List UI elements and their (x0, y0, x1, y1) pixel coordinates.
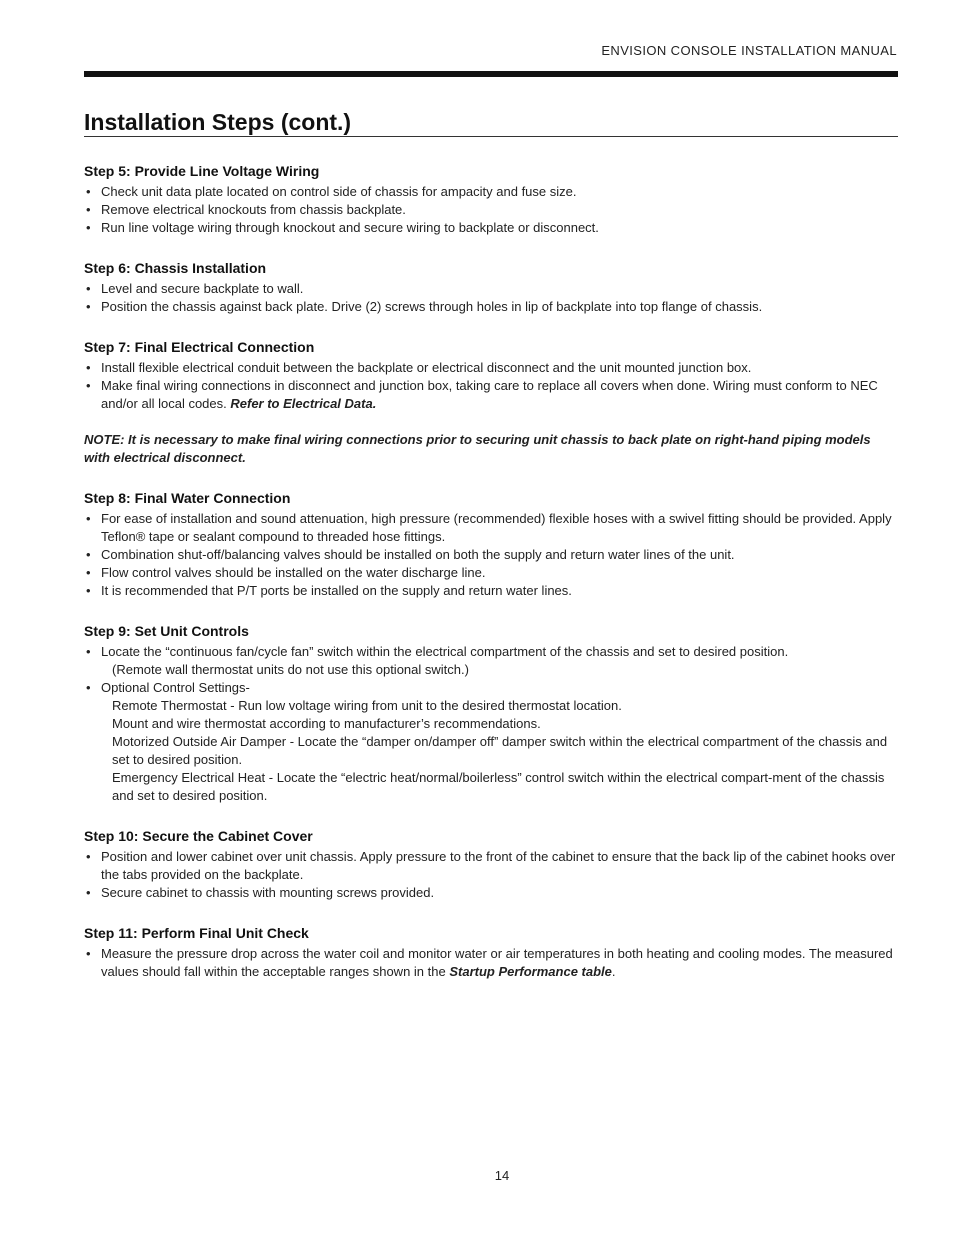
step-5-section (84, 162, 898, 237)
bullet: • (86, 184, 91, 199)
bullet: • (86, 565, 91, 580)
list-item: • Remove electrical knockouts from chassis backplate. (86, 202, 406, 217)
sub-item: Mount and wire thermostat according to manufacturer’s recommendations. (112, 716, 541, 731)
electrical-data-reference: Refer to Electrical Data. (230, 396, 377, 411)
bullet: • (86, 220, 91, 235)
sub-item: (Remote wall thermostat units do not use this optional switch.) (112, 662, 469, 677)
list-item: • Position and lower cabinet over unit chassis. Apply pressure to the front of the cabinet to ensure that the back lip of the cabinet hooks over the tabs provided on the backplate. (86, 849, 896, 882)
bullet: • (86, 644, 91, 659)
list-item: • Measure the pressure drop across the water coil and monitor water or air temperatures in both heating and cooling modes. The measured values should fall within the acceptable ranges shown in the Startup Performance table. (86, 946, 893, 979)
list-item: • It is recommended that P/T ports be installed on the supply and return water lines. (86, 583, 572, 598)
step-5-list (84, 183, 898, 237)
bullet: • (86, 281, 91, 296)
header-rule (84, 71, 898, 77)
sub-item: Motorized Outside Air Damper - Locate the “damper on/damper off” damper switch within the electrical compartment of the chassis and set to desired position. (112, 734, 888, 767)
bullet: • (86, 885, 91, 900)
step-9-section (84, 622, 898, 805)
bullet: • (86, 849, 91, 864)
startup-performance-reference: Startup Performance table (449, 964, 612, 979)
step-6-list (84, 280, 898, 316)
bullet: • (86, 583, 91, 598)
page-title: Installation Steps (cont.) (84, 108, 898, 137)
step-7-title: Step 7: Final Electrical Connection (84, 339, 315, 355)
step-6-title: Step 6: Chassis Installation (84, 260, 267, 276)
bullet: • (86, 378, 91, 393)
note-text: NOTE: It is necessary to make final wiring connections prior to securing unit chassis to back plate on right-hand piping models with electrical disconnect. (84, 432, 871, 465)
list-item: • Install flexible electrical conduit between the backplate or electrical disconnect and the unit mounted junction box. (86, 360, 752, 375)
sub-item: Remote Thermostat - Run low voltage wiring from unit to the desired thermostat location. (112, 698, 622, 713)
bullet: • (86, 360, 91, 375)
step-9-list (84, 643, 898, 805)
list-item: • Optional Control Settings- Remote Thermostat - Run low voltage wiring from unit to the desired thermostat location. Mount and wire thermostat according to manufacturer’s recommendations. Motorized Outside Air Damper - Locate the “damper on/damper off” damper switch within the electrical compartment of the chassis and set to desired position. Emergency Electrical Heat - Locate the “electric heat/normal/boilerless” control switch within the electrical compart-ment of the chassis and set to desired position. (84, 679, 898, 805)
step-10-list (84, 848, 898, 902)
page-content (84, 162, 898, 1003)
bullet: • (86, 946, 91, 961)
bullet: • (86, 547, 91, 562)
step-8-list (84, 510, 898, 600)
step-7-section (84, 338, 898, 413)
step-8-section (84, 489, 898, 600)
sub-item: Emergency Electrical Heat - Locate the “electric heat/normal/boilerless” control switch within the electrical compart-ment of the chassis and set to desired position. (112, 770, 885, 803)
bullet: • (86, 299, 91, 314)
list-item: • Combination shut-off/balancing valves should be installed on both the supply and return water lines of the unit. (86, 547, 735, 562)
step-8-title: Step 8: Final Water Connection (84, 490, 291, 506)
list-item: • Secure cabinet to chassis with mounting screws provided. (86, 885, 435, 900)
step-9-title: Step 9: Set Unit Controls (84, 623, 249, 639)
step-11-list (84, 945, 898, 981)
list-item: • Make final wiring connections in disconnect and junction box, taking care to replace all covers when done. Wiring must conform to NEC and/or all local codes. Refer to Electrical Data. (86, 378, 878, 411)
list-item: • Locate the “continuous fan/cycle fan” switch within the electrical compartment of the chassis and set to desired position. (Remote wall thermostat units do not use this optional switch.) (84, 643, 898, 679)
list-item: • Position the chassis against back plate. Drive (2) screws through holes in lip of backplate into top flange of chassis. (86, 299, 763, 314)
bullet: • (86, 202, 91, 217)
list-item: • Flow control valves should be installed on the water discharge line. (86, 565, 486, 580)
bullet: • (86, 680, 91, 695)
list-item: • Check unit data plate located on control side of chassis for ampacity and fuse size. (86, 184, 577, 199)
bullet: • (86, 511, 91, 526)
step-7-list (84, 359, 898, 413)
page-number: 14 (494, 1168, 510, 1183)
step-11-section (84, 924, 898, 981)
step-10-section (84, 827, 898, 902)
step-10-title: Step 10: Secure the Cabinet Cover (84, 828, 313, 844)
list-item: • Level and secure backplate to wall. (86, 281, 304, 296)
step-11-title: Step 11: Perform Final Unit Check (84, 925, 309, 941)
list-item: • For ease of installation and sound attenuation, high pressure (recommended) flexible hoses with a swivel fitting should be provided. Apply Teflon® tape or sealant compound to threaded hose fittings. (86, 511, 892, 544)
manual-title: ENVISION CONSOLE INSTALLATION MANUAL (601, 43, 897, 58)
step-5-title: Step 5: Provide Line Voltage Wiring (84, 163, 320, 179)
list-item: • Run line voltage wiring through knockout and secure wiring to backplate or disconnect. (86, 220, 599, 235)
step-6-section (84, 259, 898, 316)
